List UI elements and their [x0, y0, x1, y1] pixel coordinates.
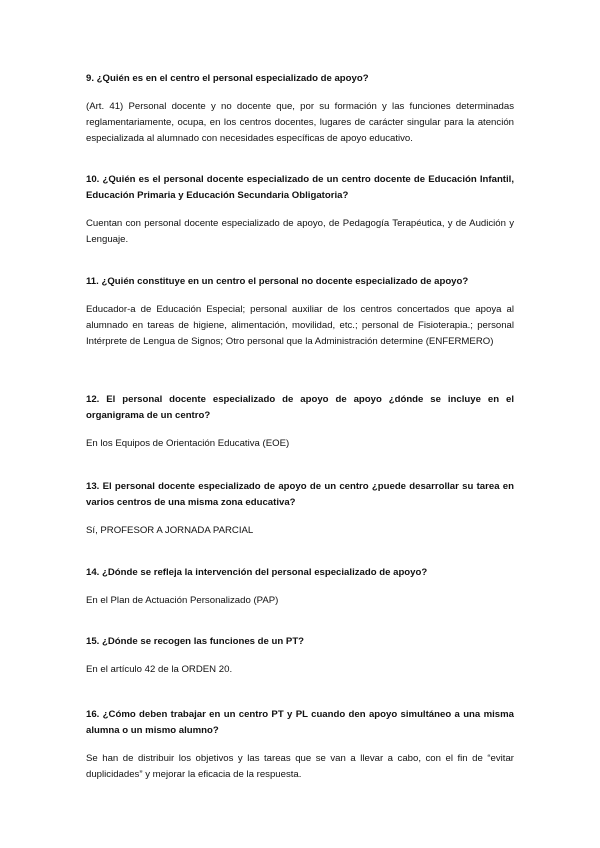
question-15: 15. ¿Dónde se recogen las funciones de un PT? [86, 636, 305, 647]
qa-block-11 [86, 274, 514, 350]
answer-15: En el artículo 42 de la ORDEN 20. [86, 664, 233, 675]
answer-9: (Art. 41) Personal docente y no docente que, por su formación y las funciones determinadas reglamentariamente, ocupa, en los centros docentes, lugares de carácter singular para la atención especializada al alumnado con necesidades específicas de apoyo educativo. [86, 101, 514, 144]
question-11: 11. ¿Quién constituye en un centro el personal no docente especializado de apoyo? [86, 276, 469, 287]
qa-block-14 [86, 565, 514, 609]
question-10: 10. ¿Quién es el personal docente especializado de un centro docente de Educación Infantil, Educación Primaria y Educación Secundaria Obligatoria? [86, 174, 514, 201]
answer-12: En los Equipos de Orientación Educativa (EOE) [86, 438, 290, 449]
answer-14: En el Plan de Actuación Personalizado (PAP) [86, 595, 279, 606]
answer-16: Se han de distribuir los objetivos y las tareas que se van a llevar a cabo, con el fin de “evitar duplicidades” y mejorar la eficacia de la respuesta. [86, 753, 514, 780]
question-16: 16. ¿Cómo deben trabajar en un centro PT y PL cuando den apoyo simultáneo a una misma alumna o un mismo alumno? [86, 709, 514, 736]
question-9: 9. ¿Quién es en el centro el personal especializado de apoyo? [86, 73, 369, 84]
answer-13: Sí, PROFESOR A JORNADA PARCIAL [86, 525, 254, 536]
qa-block-12 [86, 392, 514, 452]
question-13: 13. El personal docente especializado de apoyo de un centro ¿puede desarrollar su tarea en varios centros de una misma zona educativa? [86, 481, 514, 508]
answer-10: Cuentan con personal docente especializado de apoyo, de Pedagogía Terapéutica, y de Audición y Lenguaje. [86, 218, 514, 245]
qa-block-15 [86, 634, 514, 678]
qa-block-13 [86, 479, 514, 539]
qa-block-9 [86, 71, 514, 147]
answer-11: Educador-a de Educación Especial; personal auxiliar de los centros concertados que apoya al alumnado en tareas de higiene, alimentación, movilidad, etc.; personal de Fisioterapia.; personal Intérprete de Lengua de Signos; Otro personal que la Administración determine (ENFERMERO) [86, 304, 514, 347]
qa-block-10 [86, 172, 514, 248]
question-14: 14. ¿Dónde se refleja la intervención del personal especializado de apoyo? [86, 567, 428, 578]
qa-block-16 [86, 707, 514, 783]
question-12: 12. El personal docente especializado de apoyo de apoyo ¿dónde se incluye en el organigrama de un centro? [86, 394, 514, 421]
